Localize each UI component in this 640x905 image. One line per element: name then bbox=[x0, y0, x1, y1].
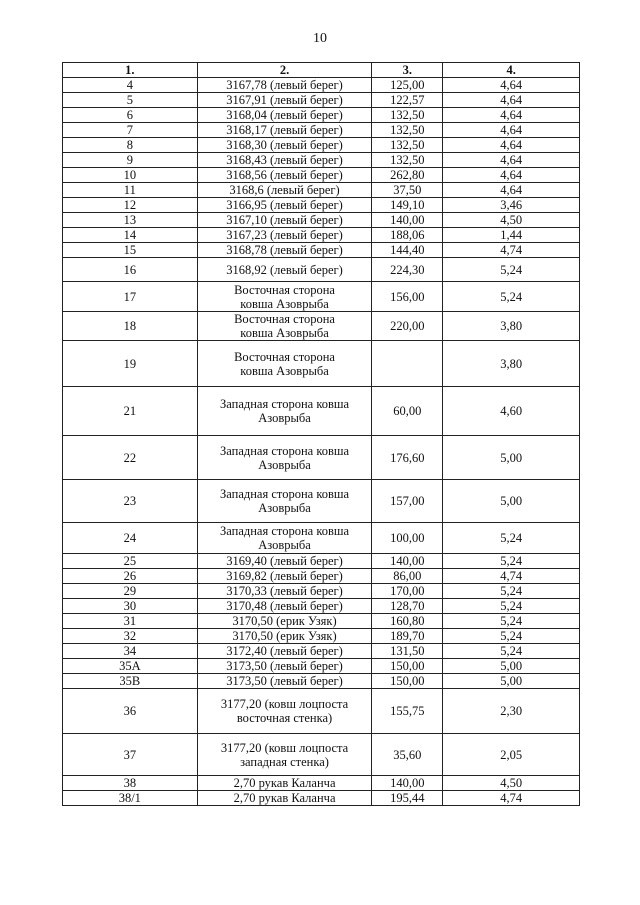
cell-col-3: 132,50 bbox=[372, 153, 443, 168]
header-col-4: 4. bbox=[443, 63, 580, 78]
table-row bbox=[63, 228, 580, 243]
cell-col-3: 149,10 bbox=[372, 198, 443, 213]
cell-col-1: 11 bbox=[63, 183, 198, 198]
cell-col-3: 131,50 bbox=[372, 644, 443, 659]
cell-col-2: 3170,50 (ерик Узяк) bbox=[197, 614, 372, 629]
table-row bbox=[63, 168, 580, 183]
cell-col-3: 155,75 bbox=[372, 689, 443, 734]
cell-col-4: 4,60 bbox=[443, 387, 580, 436]
cell-col-2: 3169,40 (левый берег) bbox=[197, 554, 372, 569]
cell-col-4: 5,24 bbox=[443, 644, 580, 659]
cell-col-4: 4,64 bbox=[443, 153, 580, 168]
cell-col-1: 19 bbox=[63, 341, 198, 387]
cell-col-1: 31 bbox=[63, 614, 198, 629]
cell-col-4: 5,24 bbox=[443, 614, 580, 629]
cell-col-4: 4,64 bbox=[443, 183, 580, 198]
cell-col-2: 3177,20 (ковш лоцпоста западная стенка) bbox=[197, 734, 372, 776]
cell-col-2: 3168,17 (левый берег) bbox=[197, 123, 372, 138]
data-table bbox=[62, 62, 580, 806]
cell-col-2: 2,70 рукав Каланча bbox=[197, 791, 372, 806]
cell-col-1: 8 bbox=[63, 138, 198, 153]
cell-col-1: 21 bbox=[63, 387, 198, 436]
cell-col-3: 157,00 bbox=[372, 480, 443, 523]
cell-col-3: 35,60 bbox=[372, 734, 443, 776]
header-col-2: 2. bbox=[197, 63, 372, 78]
cell-col-2: 2,70 рукав Каланча bbox=[197, 776, 372, 791]
table-row bbox=[63, 734, 580, 776]
cell-col-1: 12 bbox=[63, 198, 198, 213]
table-row bbox=[63, 644, 580, 659]
cell-col-1: 7 bbox=[63, 123, 198, 138]
cell-col-1: 32 bbox=[63, 629, 198, 644]
cell-col-3: 160,80 bbox=[372, 614, 443, 629]
cell-col-2: 3168,43 (левый берег) bbox=[197, 153, 372, 168]
cell-col-4: 5,00 bbox=[443, 436, 580, 480]
cell-col-4: 5,24 bbox=[443, 523, 580, 554]
cell-col-4: 5,24 bbox=[443, 258, 580, 282]
cell-col-4: 5,00 bbox=[443, 480, 580, 523]
header-col-1: 1. bbox=[63, 63, 198, 78]
table-row bbox=[63, 629, 580, 644]
cell-col-2: 3168,92 (левый берег) bbox=[197, 258, 372, 282]
cell-col-3: 37,50 bbox=[372, 183, 443, 198]
cell-col-2: 3172,40 (левый берег) bbox=[197, 644, 372, 659]
cell-col-4: 1,44 bbox=[443, 228, 580, 243]
cell-col-2: 3168,6 (левый берег) bbox=[197, 183, 372, 198]
table-row bbox=[63, 599, 580, 614]
table-row bbox=[63, 78, 580, 93]
cell-col-4: 5,24 bbox=[443, 629, 580, 644]
cell-col-2: 3168,30 (левый берег) bbox=[197, 138, 372, 153]
cell-col-4: 4,64 bbox=[443, 123, 580, 138]
table-row bbox=[63, 153, 580, 168]
cell-col-2: Восточная сторона ковша Азоврыба bbox=[197, 312, 372, 341]
cell-col-1: 5 bbox=[63, 93, 198, 108]
table-row bbox=[63, 198, 580, 213]
cell-col-1: 38/1 bbox=[63, 791, 198, 806]
cell-col-1: 14 bbox=[63, 228, 198, 243]
table-row bbox=[63, 791, 580, 806]
cell-col-2: 3167,91 (левый берег) bbox=[197, 93, 372, 108]
table-row bbox=[63, 584, 580, 599]
cell-col-3: 140,00 bbox=[372, 554, 443, 569]
cell-col-4: 4,74 bbox=[443, 243, 580, 258]
table-row bbox=[63, 282, 580, 312]
table-row bbox=[63, 614, 580, 629]
cell-col-4: 2,30 bbox=[443, 689, 580, 734]
cell-col-3: 122,57 bbox=[372, 93, 443, 108]
cell-col-3 bbox=[372, 341, 443, 387]
table-row bbox=[63, 554, 580, 569]
cell-col-4: 4,50 bbox=[443, 213, 580, 228]
cell-col-4: 5,24 bbox=[443, 554, 580, 569]
cell-col-1: 26 bbox=[63, 569, 198, 584]
cell-col-4: 5,00 bbox=[443, 659, 580, 674]
cell-col-1: 38 bbox=[63, 776, 198, 791]
cell-col-1: 35В bbox=[63, 674, 198, 689]
cell-col-2: Западная сторона ковша Азоврыба bbox=[197, 523, 372, 554]
table-row bbox=[63, 93, 580, 108]
cell-col-4: 5,24 bbox=[443, 584, 580, 599]
table-row bbox=[63, 523, 580, 554]
table-row bbox=[63, 776, 580, 791]
cell-col-1: 13 bbox=[63, 213, 198, 228]
cell-col-4: 4,64 bbox=[443, 93, 580, 108]
cell-col-1: 23 bbox=[63, 480, 198, 523]
cell-col-2: 3168,04 (левый берег) bbox=[197, 108, 372, 123]
cell-col-3: 140,00 bbox=[372, 213, 443, 228]
cell-col-2: 3170,33 (левый берег) bbox=[197, 584, 372, 599]
cell-col-1: 17 bbox=[63, 282, 198, 312]
table-row bbox=[63, 138, 580, 153]
cell-col-2: 3168,56 (левый берег) bbox=[197, 168, 372, 183]
table-row bbox=[63, 243, 580, 258]
header-row bbox=[63, 63, 580, 78]
cell-col-2: 3173,50 (левый берег) bbox=[197, 659, 372, 674]
cell-col-1: 16 bbox=[63, 258, 198, 282]
cell-col-3: 132,50 bbox=[372, 108, 443, 123]
table-row bbox=[63, 689, 580, 734]
cell-col-4: 2,05 bbox=[443, 734, 580, 776]
cell-col-3: 125,00 bbox=[372, 78, 443, 93]
cell-col-3: 220,00 bbox=[372, 312, 443, 341]
cell-col-3: 128,70 bbox=[372, 599, 443, 614]
header-col-3: 3. bbox=[372, 63, 443, 78]
cell-col-3: 60,00 bbox=[372, 387, 443, 436]
cell-col-4: 3,80 bbox=[443, 341, 580, 387]
cell-col-3: 224,30 bbox=[372, 258, 443, 282]
cell-col-1: 6 bbox=[63, 108, 198, 123]
table-row bbox=[63, 183, 580, 198]
cell-col-2: 3168,78 (левый берег) bbox=[197, 243, 372, 258]
cell-col-3: 132,50 bbox=[372, 123, 443, 138]
cell-col-3: 150,00 bbox=[372, 674, 443, 689]
cell-col-4: 4,64 bbox=[443, 108, 580, 123]
table-row bbox=[63, 312, 580, 341]
cell-col-2: 3166,95 (левый берег) bbox=[197, 198, 372, 213]
cell-col-1: 34 bbox=[63, 644, 198, 659]
cell-col-2: 3170,48 (левый берег) bbox=[197, 599, 372, 614]
cell-col-4: 3,80 bbox=[443, 312, 580, 341]
cell-col-3: 150,00 bbox=[372, 659, 443, 674]
cell-col-1: 18 bbox=[63, 312, 198, 341]
cell-col-2: Западная сторона ковша Азоврыба bbox=[197, 387, 372, 436]
cell-col-2: Восточная сторона ковша Азоврыба bbox=[197, 341, 372, 387]
cell-col-1: 9 bbox=[63, 153, 198, 168]
cell-col-1: 37 bbox=[63, 734, 198, 776]
cell-col-2: Западная сторона ковша Азоврыба bbox=[197, 480, 372, 523]
cell-col-3: 132,50 bbox=[372, 138, 443, 153]
cell-col-4: 4,74 bbox=[443, 791, 580, 806]
cell-col-4: 4,64 bbox=[443, 138, 580, 153]
cell-col-2: 3169,82 (левый берег) bbox=[197, 569, 372, 584]
cell-col-4: 4,64 bbox=[443, 168, 580, 183]
cell-col-3: 156,00 bbox=[372, 282, 443, 312]
cell-col-1: 36 bbox=[63, 689, 198, 734]
table-row bbox=[63, 258, 580, 282]
cell-col-4: 5,24 bbox=[443, 282, 580, 312]
cell-col-4: 4,74 bbox=[443, 569, 580, 584]
cell-col-2: 3177,20 (ковш лоцпоста восточная стенка) bbox=[197, 689, 372, 734]
cell-col-1: 10 bbox=[63, 168, 198, 183]
cell-col-2: Восточная сторона ковша Азоврыба bbox=[197, 282, 372, 312]
table-row bbox=[63, 341, 580, 387]
cell-col-3: 140,00 bbox=[372, 776, 443, 791]
cell-col-3: 195,44 bbox=[372, 791, 443, 806]
cell-col-1: 24 bbox=[63, 523, 198, 554]
page-number: 10 bbox=[313, 31, 327, 46]
cell-col-4: 4,50 bbox=[443, 776, 580, 791]
cell-col-2: 3173,50 (левый берег) bbox=[197, 674, 372, 689]
table-row bbox=[63, 436, 580, 480]
cell-col-1: 15 bbox=[63, 243, 198, 258]
cell-col-3: 144,40 bbox=[372, 243, 443, 258]
table-row bbox=[63, 569, 580, 584]
cell-col-3: 262,80 bbox=[372, 168, 443, 183]
cell-col-1: 29 bbox=[63, 584, 198, 599]
table-row bbox=[63, 108, 580, 123]
cell-col-1: 30 bbox=[63, 599, 198, 614]
cell-col-2: 3167,78 (левый берег) bbox=[197, 78, 372, 93]
cell-col-4: 5,00 bbox=[443, 674, 580, 689]
cell-col-1: 25 bbox=[63, 554, 198, 569]
cell-col-2: 3167,10 (левый берег) bbox=[197, 213, 372, 228]
cell-col-1: 35А bbox=[63, 659, 198, 674]
cell-col-2: 3167,23 (левый берег) bbox=[197, 228, 372, 243]
cell-col-3: 188,06 bbox=[372, 228, 443, 243]
cell-col-4: 3,46 bbox=[443, 198, 580, 213]
cell-col-3: 170,00 bbox=[372, 584, 443, 599]
cell-col-2: 3170,50 (ерик Узяк) bbox=[197, 629, 372, 644]
cell-col-2: Западная сторона ковша Азоврыба bbox=[197, 436, 372, 480]
table-row bbox=[63, 387, 580, 436]
table-row bbox=[63, 123, 580, 138]
cell-col-4: 5,24 bbox=[443, 599, 580, 614]
table-row bbox=[63, 213, 580, 228]
cell-col-4: 4,64 bbox=[443, 78, 580, 93]
table-row bbox=[63, 659, 580, 674]
cell-col-3: 176,60 bbox=[372, 436, 443, 480]
cell-col-1: 22 bbox=[63, 436, 198, 480]
cell-col-3: 100,00 bbox=[372, 523, 443, 554]
table-row bbox=[63, 674, 580, 689]
table-row bbox=[63, 480, 580, 523]
cell-col-3: 86,00 bbox=[372, 569, 443, 584]
cell-col-3: 189,70 bbox=[372, 629, 443, 644]
cell-col-1: 4 bbox=[63, 78, 198, 93]
